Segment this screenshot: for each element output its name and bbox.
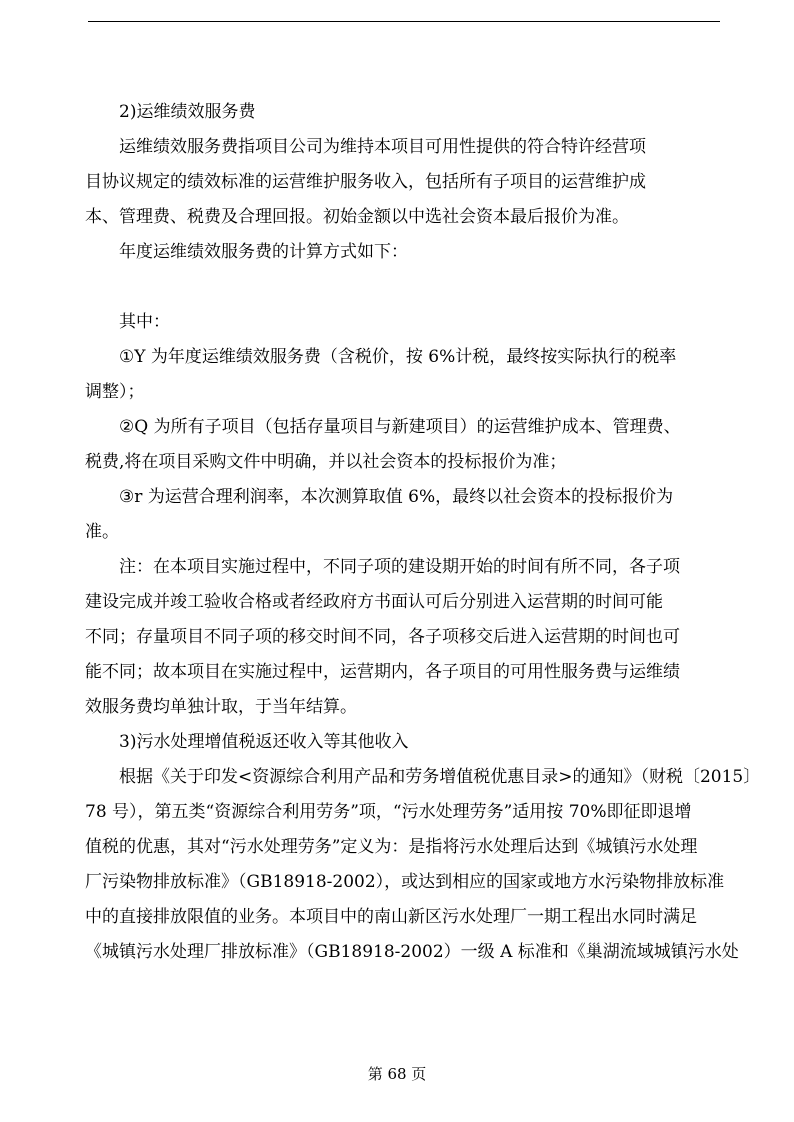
- note-line: 能不同；故本项目在实施过程中，运营期内，各子项目的可用性服务费与运维绩: [85, 662, 680, 682]
- paragraph-line: 本、管理费、税费及合理回报。初始金额以中选社会资本最后报价为准。: [85, 207, 629, 227]
- list-item-line: 准。: [85, 522, 119, 542]
- list-item-line: ①Y 为年度运维绩效服务费（含税价，按 6%计税，最终按实际执行的税率: [119, 347, 677, 367]
- section-heading: 2)运维绩效服务费: [119, 102, 256, 122]
- paragraph-line: 目协议规定的绩效标准的运营维护服务收入，包括所有子项目的运营维护成: [85, 172, 646, 192]
- paragraph-line: 其中：: [119, 312, 170, 332]
- section-heading: 3)污水处理增值税返还收入等其他收入: [119, 732, 409, 752]
- formula-placeholder: [85, 270, 725, 305]
- list-item-line: ③r 为运营合理利润率，本次测算取值 6%，最终以社会资本的投标报价为: [119, 487, 674, 507]
- list-item-line: 税费,将在项目采购文件中明确，并以社会资本的投标报价为准；: [85, 452, 567, 472]
- document-body: [85, 95, 761, 970]
- paragraph-line: 中的直接排放限值的业务。本项目中的南山新区污水处理厂一期工程出水同时满足: [85, 907, 697, 927]
- list-item-line: ②Q 为所有子项目（包括存量项目与新建项目）的运营维护成本、管理费、: [119, 417, 681, 437]
- note-line: 不同；存量项目不同子项的移交时间不同，各子项移交后进入运营期的时间也可: [85, 627, 680, 647]
- note-line: 建设完成并竣工验收合格或者经政府方书面认可后分别进入运营期的时间可能: [85, 592, 663, 612]
- paragraph-line: 78 号），第五类“资源综合利用劳务”项，“污水处理劳务”适用按 70%即征即退增: [85, 802, 692, 822]
- page-number: 第 68 页: [367, 1065, 427, 1083]
- header-rule: [88, 21, 720, 22]
- paragraph-line: 厂污染物排放标准》（GB18918-2002），或达到相应的国家或地方水污染物排放标准: [85, 872, 725, 892]
- note-line: 效服务费均单独计取，于当年结算。: [85, 697, 357, 717]
- paragraph-line: 年度运维绩效服务费的计算方式如下：: [119, 242, 408, 262]
- paragraph-line: 根据《关于印发<资源综合利用产品和劳务增值税优惠目录>的通知》（财税〔2015〕: [119, 767, 761, 787]
- paragraph-line: 值税的优惠，其对“污水处理劳务”定义为：是指将污水处理后达到《城镇污水处理: [85, 837, 698, 857]
- paragraph-line: 运维绩效服务费指项目公司为维持本项目可用性提供的符合特许经营项: [119, 137, 646, 157]
- note-line: 注：在本项目实施过程中，不同子项的建设期开始的时间有所不同，各子项: [119, 557, 680, 577]
- paragraph-line: 《城镇污水处理厂排放标准》（GB18918-2002）一级 A 标准和《巢湖流域城镇污水处: [85, 942, 739, 962]
- list-item-line: 调整）；: [85, 382, 145, 402]
